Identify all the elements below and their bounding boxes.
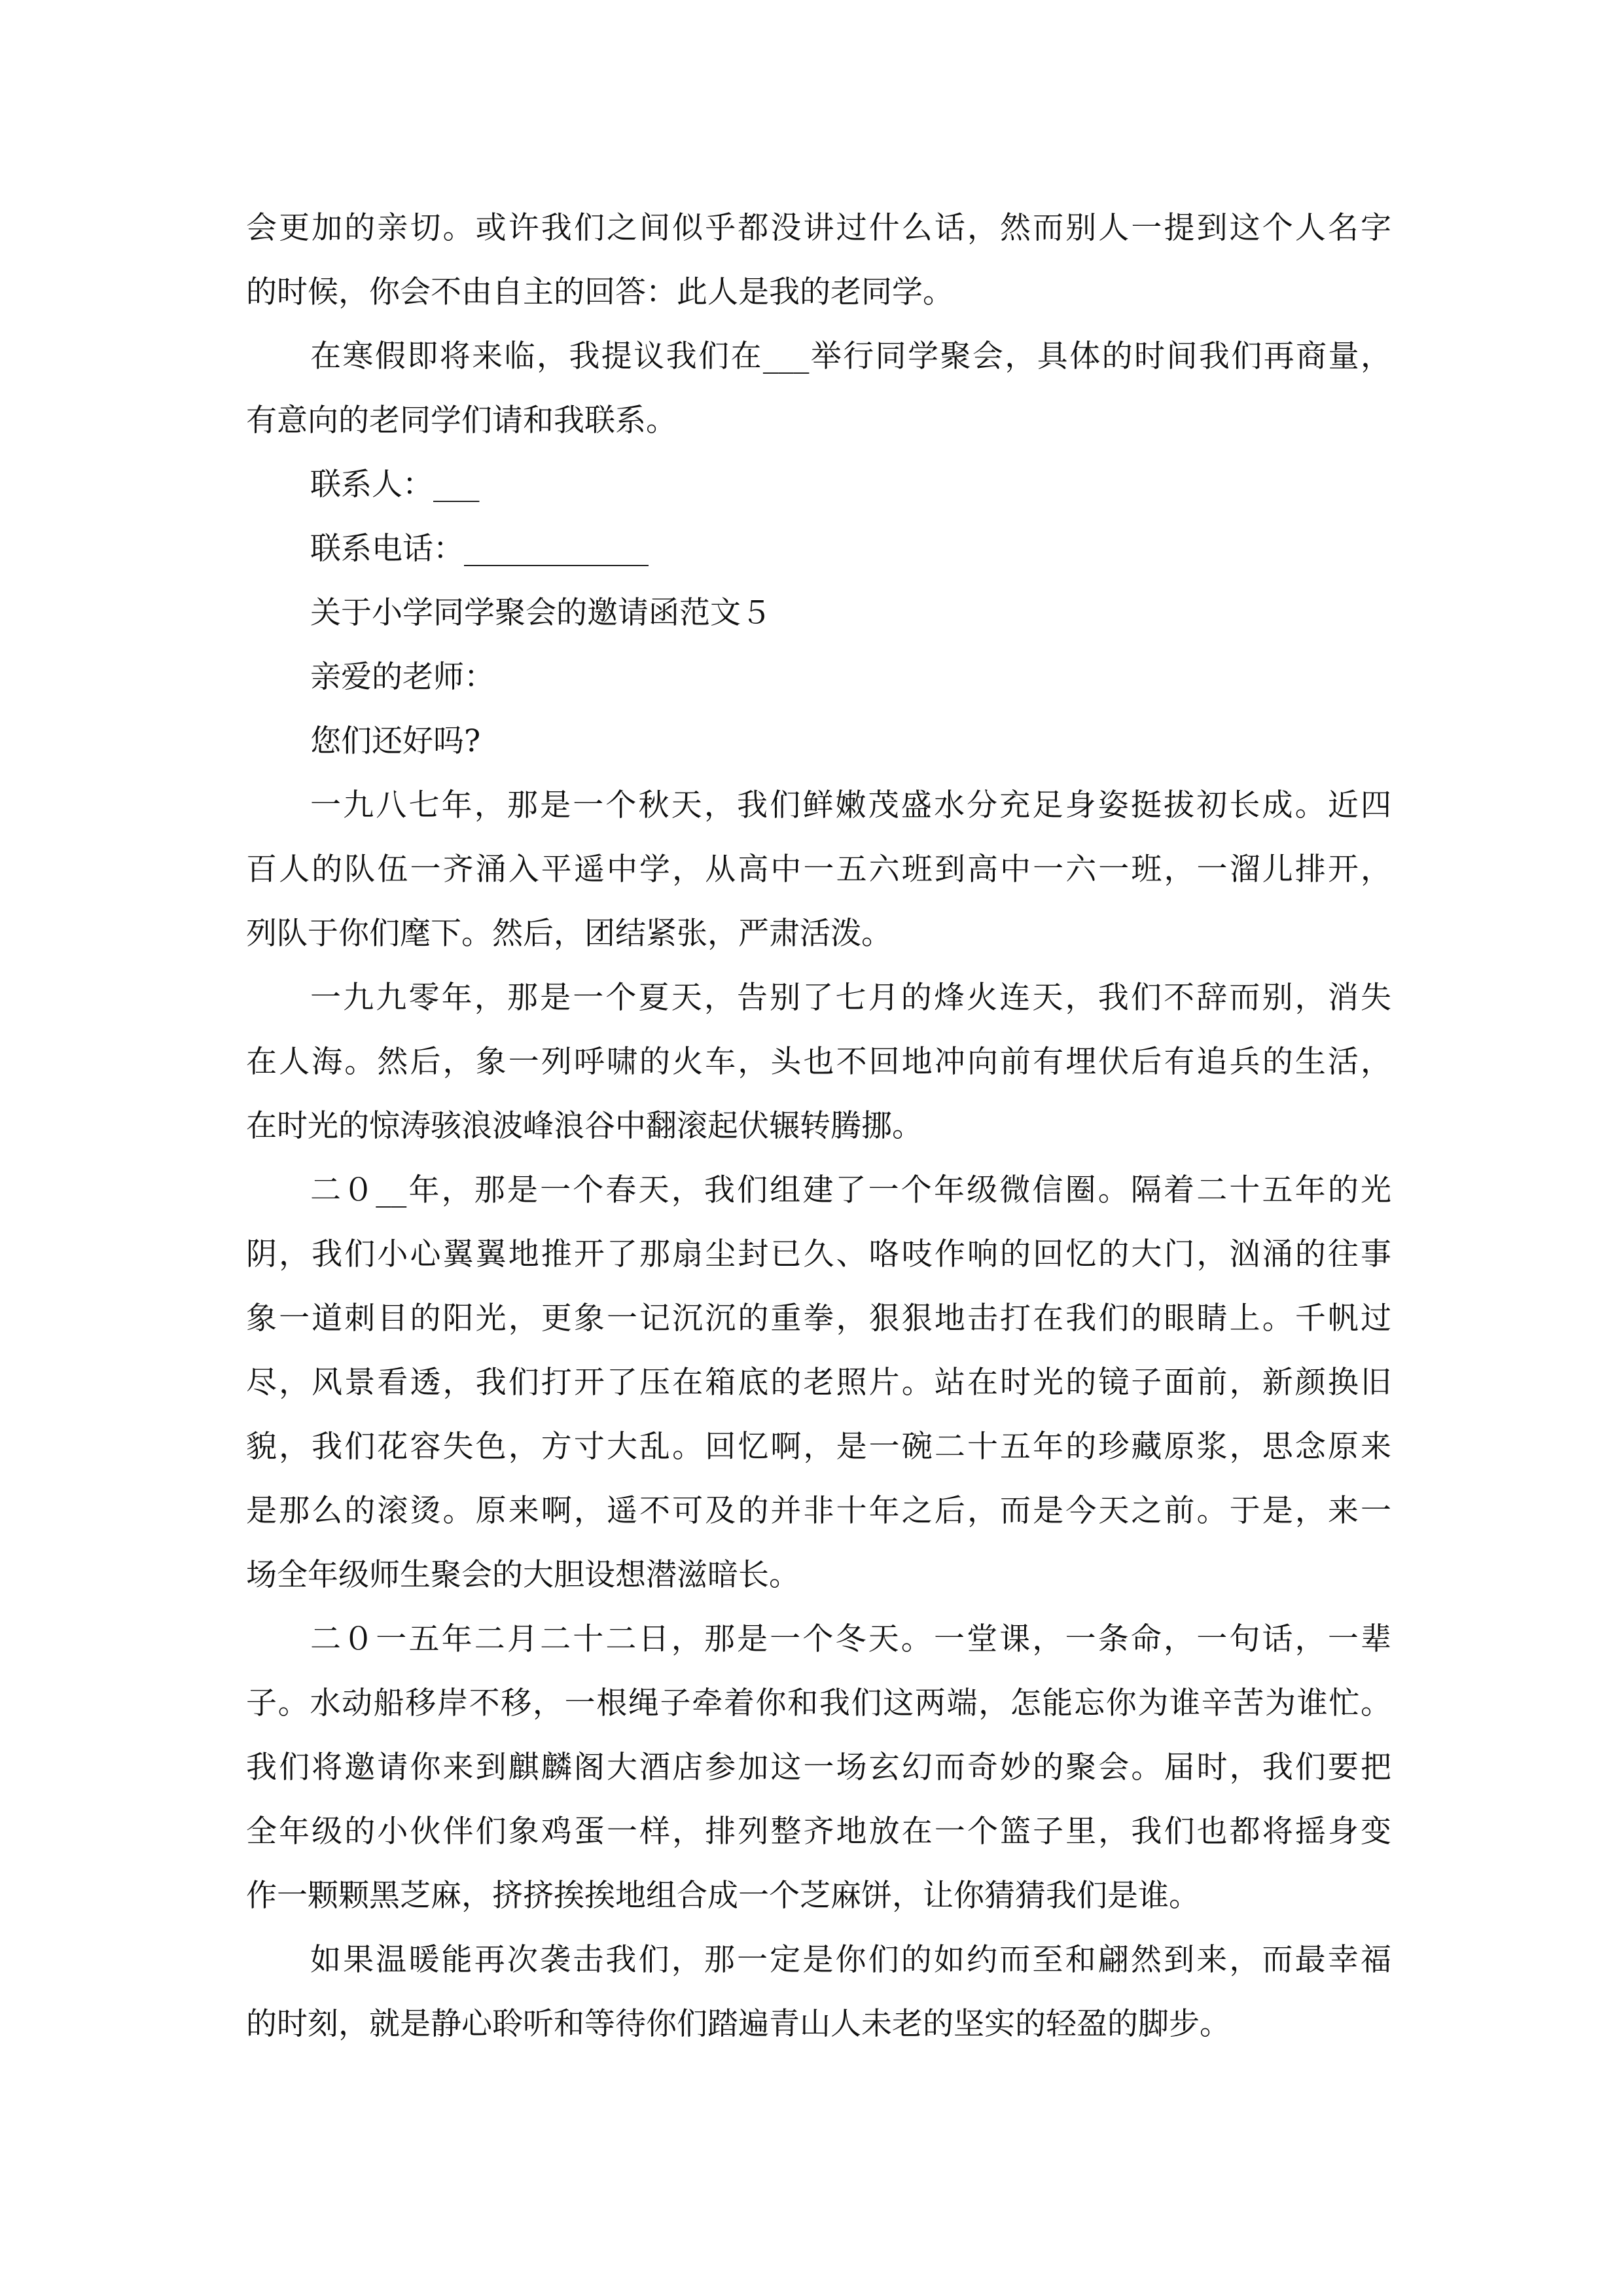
text-line: 在人海。然后，象一列呼啸的火车，头也不回地冲向前有埋伏后有追兵的生活， <box>246 1044 1391 1080</box>
text-line: 一九九零年，那是一个夏天，告别了七月的烽火连天，我们不辞而别，消失 <box>310 980 1391 1016</box>
section-heading: 关于小学同学聚会的邀请函范文５ <box>310 595 772 631</box>
text-line: 场全年级师生聚会的大胆设想潜滋暗长。 <box>246 1557 800 1593</box>
text-line: 阴，我们小心翼翼地推开了那扇尘封已久、咯吱作响的回忆的大门，汹涌的往事 <box>246 1236 1391 1272</box>
text-line: 子。水动船移岸不移，一根绳子牵着你和我们这两端，怎能忘你为谁辛苦为谁忙。 <box>246 1685 1391 1721</box>
text-line: 作一颗颗黑芝麻，挤挤挨挨地组合成一个芝麻饼，让你猜猜我们是谁。 <box>246 1878 1200 1914</box>
text-line: 百人的队伍一齐涌入平遥中学，从高中一五六班到高中一六一班，一溜儿排开， <box>246 852 1391 888</box>
contact-person-line: 联系人：___ <box>310 467 480 503</box>
text-line: 二０一五年二月二十二日，那是一个冬天。一堂课，一条命，一句话，一辈 <box>310 1621 1391 1657</box>
text-line: 象一道刺目的阳光，更象一记沉沉的重拳，狠狠地击打在我们的眼睛上。千帆过 <box>246 1300 1391 1336</box>
text-line: 的时候，你会不由自主的回答：此人是我的老同学。 <box>246 274 954 310</box>
greeting: 您们还好吗? <box>310 723 481 759</box>
text-line: 我们将邀请你来到麒麟阁大酒店参加这一场玄幻而奇妙的聚会。届时，我们要把 <box>246 1749 1391 1785</box>
text-line: 二０__年，那是一个春天，我们组建了一个年级微信圈。隔着二十五年的光 <box>310 1172 1391 1208</box>
text-line: 貌，我们花容失色，方寸大乱。回忆啊，是一碗二十五年的珍藏原浆，思念原来 <box>246 1429 1391 1465</box>
contact-phone-line: 联系电话：____________ <box>310 531 649 567</box>
salutation: 亲爱的老师： <box>310 659 495 695</box>
text-line: 的时刻，就是静心聆听和等待你们踏遍青山人未老的坚实的轻盈的脚步。 <box>246 2006 1230 2042</box>
text-line: 在寒假即将来临，我提议我们在___举行同学聚会，具体的时间我们再商量， <box>310 338 1391 374</box>
text-line: 尽，风景看透，我们打开了压在箱底的老照片。站在时光的镜子面前，新颜换旧 <box>246 1365 1391 1401</box>
text-line: 在时光的惊涛骇浪波峰浪谷中翻滚起伏辗转腾挪。 <box>246 1108 923 1144</box>
text-line: 一九八七年，那是一个秋天，我们鲜嫩茂盛水分充足身姿挺拔初长成。近四 <box>310 787 1391 823</box>
text-line: 全年级的小伙伴们象鸡蛋一样，排列整齐地放在一个篮子里，我们也都将摇身变 <box>246 1814 1391 1850</box>
text-line: 会更加的亲切。或许我们之间似乎都没讲过什么话，然而别人一提到这个人名字 <box>246 210 1391 246</box>
text-line: 是那么的滚烫。原来啊，遥不可及的并非十年之后，而是今天之前。于是，来一 <box>246 1493 1391 1529</box>
text-line: 列队于你们麾下。然后，团结紧张，严肃活泼。 <box>246 916 892 952</box>
text-line: 有意向的老同学们请和我联系。 <box>246 403 677 439</box>
text-line: 如果温暖能再次袭击我们，那一定是你们的如约而至和翩然到来，而最幸福 <box>310 1942 1391 1978</box>
